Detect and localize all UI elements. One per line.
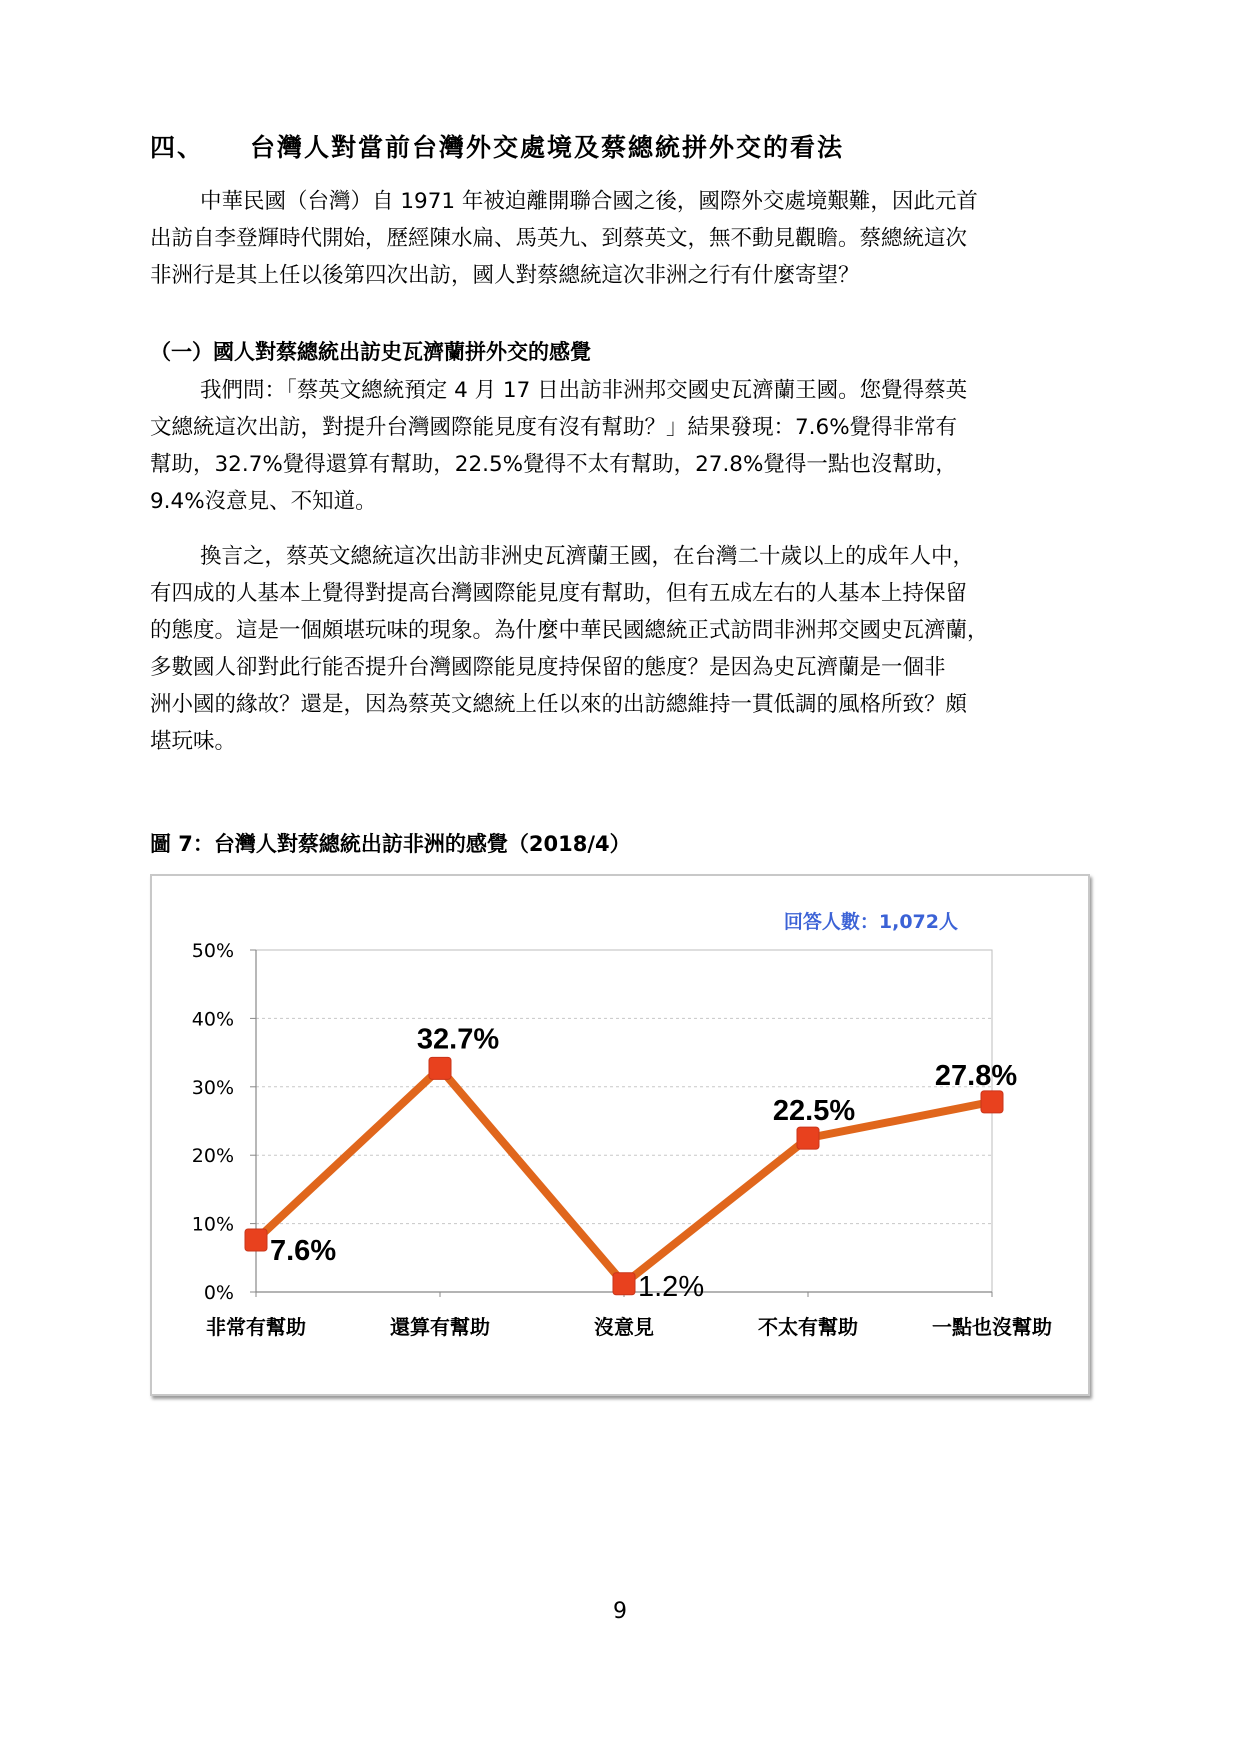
- y-tick-label: 0%: [203, 1282, 234, 1304]
- y-tick-label: 10%: [191, 1213, 234, 1236]
- y-tick-label: 50%: [191, 940, 234, 962]
- paragraph-line: 幫助，32.7%覺得還算有幫助，22.5%覺得不太有幫助，27.8%覺得一點也沒幫助，: [150, 452, 957, 477]
- x-tick-label: 非常有幫助: [206, 1315, 306, 1339]
- data-label: 1.2%: [638, 1270, 705, 1303]
- respondent-count-annotation: 回答人數：1,072人: [783, 911, 958, 933]
- y-tick-label: 20%: [191, 1145, 234, 1168]
- analysis-paragraph: [150, 538, 1100, 760]
- section-title: 台灣人對當前台灣外交處境及蔡總統拼外交的看法: [250, 133, 845, 162]
- paragraph-line: 文總統這次出訪，對提升台灣國際能見度有沒有幫助？」結果發現：7.6%覺得非常有: [150, 415, 958, 440]
- section-number: 四、: [150, 133, 205, 162]
- paragraph-line: 9.4%沒意見、不知道。: [150, 489, 377, 514]
- paragraph-line: 有四成的人基本上覺得對提高台灣國際能見度有幫助，但有五成左右的人基本上持保留: [150, 581, 968, 606]
- data-point: [981, 1091, 1003, 1113]
- figure-caption: 圖 7：台灣人對蔡總統出訪非洲的感覺（2018/4）: [150, 832, 631, 856]
- data-point: [797, 1127, 819, 1149]
- x-tick-label: 不太有幫助: [758, 1315, 858, 1339]
- line-chart: [152, 876, 1088, 1394]
- data-point: [245, 1229, 267, 1251]
- paragraph-line: 堪玩味。: [150, 729, 237, 754]
- y-tick-label: 40%: [191, 1008, 234, 1031]
- findings-paragraph: [150, 372, 1100, 520]
- paragraph-line: 我們問：「蔡英文總統預定 4 月 17 日出訪非洲邦交國史瓦濟蘭王國。您覺得蔡英: [200, 378, 968, 403]
- data-label: 27.8%: [934, 1059, 1018, 1092]
- data-label: 7.6%: [270, 1235, 337, 1268]
- paragraph-line: 出訪自李登輝時代開始，歷經陳水扁、馬英九、到蔡英文，無不動見觀瞻。蔡總統這次: [150, 226, 968, 251]
- x-tick-label: 沒意見: [594, 1315, 654, 1339]
- chart-frame: [150, 874, 1090, 1396]
- data-label: 22.5%: [772, 1095, 856, 1128]
- y-tick-label: 30%: [191, 1076, 234, 1099]
- data-point: [429, 1057, 451, 1079]
- section-heading: [150, 128, 844, 164]
- paragraph-line: 換言之，蔡英文總統這次出訪非洲史瓦濟蘭王國，在台灣二十歲以上的成年人中，: [200, 544, 975, 569]
- x-tick-label: 還算有幫助: [390, 1315, 490, 1339]
- paragraph-line: 的態度。這是一個頗堪玩味的現象。為什麼中華民國總統正式訪問非洲邦交國史瓦濟蘭，: [150, 618, 989, 643]
- paragraph-line: 中華民國（台灣）自 1971 年被迫離開聯合國之後，國際外交處境艱難，因此元首: [200, 189, 978, 214]
- data-point: [613, 1273, 635, 1295]
- x-tick-label: 一點也沒幫助: [932, 1315, 1052, 1339]
- data-label: 32.7%: [416, 1023, 500, 1056]
- series-line: [256, 1068, 992, 1283]
- intro-paragraph: [150, 183, 1100, 294]
- paragraph-line: 多數國人卻對此行能否提升台灣國際能見度持保留的態度？是因為史瓦濟蘭是一個非: [150, 655, 946, 680]
- paragraph-line: 非洲行是其上任以後第四次出訪，國人對蔡總統這次非洲之行有什麼寄望？: [150, 263, 860, 288]
- page-number: 9: [613, 1599, 627, 1624]
- subsection-heading: （一）國人對蔡總統出訪史瓦濟蘭拼外交的感覺: [150, 339, 591, 364]
- paragraph-line: 洲小國的緣故？還是，因為蔡英文總統上任以來的出訪總維持一貫低調的風格所致？頗: [150, 692, 968, 717]
